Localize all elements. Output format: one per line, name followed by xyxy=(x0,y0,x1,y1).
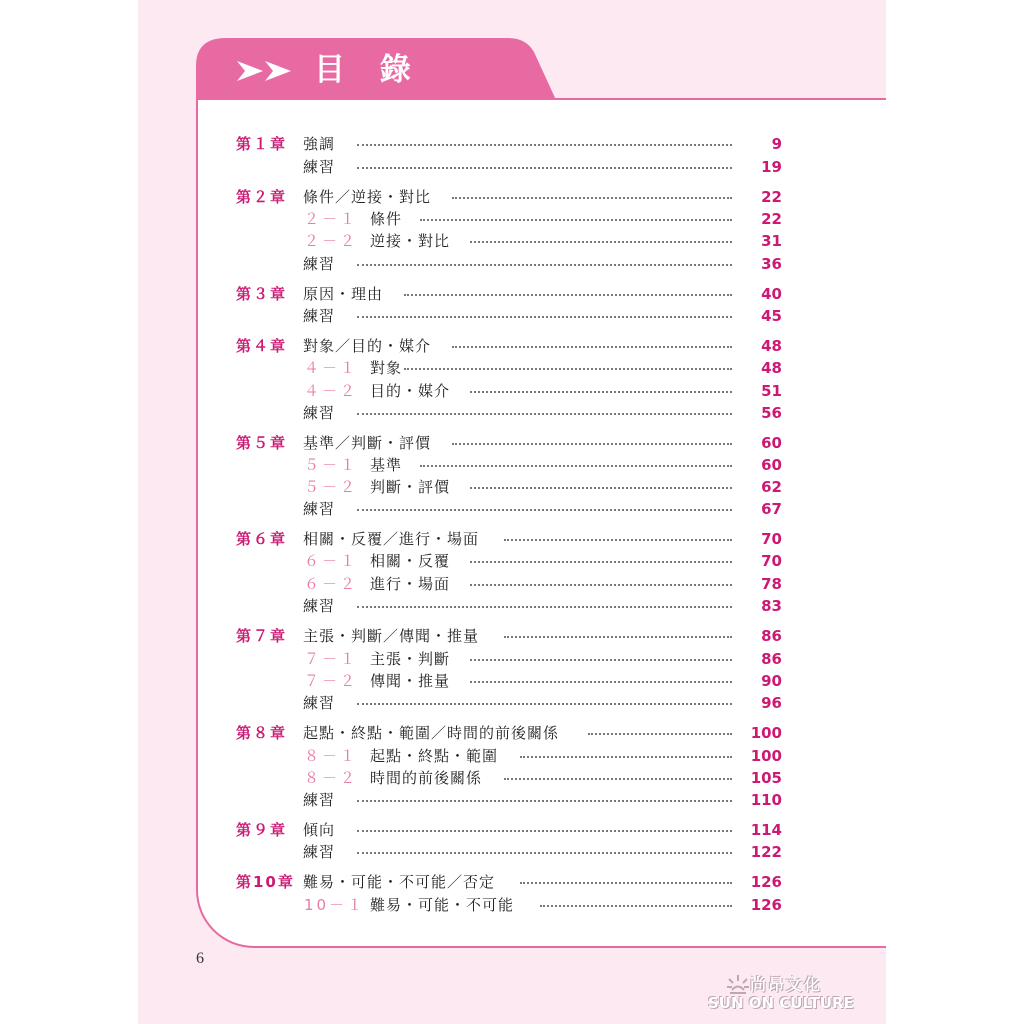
dot-leader xyxy=(357,316,732,318)
toc-page-number: 122 xyxy=(750,843,782,861)
toc-row-chapter xyxy=(236,283,786,305)
dot-leader xyxy=(357,830,732,832)
dot-leader xyxy=(520,756,732,758)
chapter-title: 對象／目的・媒介 xyxy=(303,337,432,355)
section-number: ４－１ xyxy=(304,359,359,377)
chapter-number: 第７章 xyxy=(236,627,288,645)
toc-page-number: 60 xyxy=(761,456,782,474)
dot-leader xyxy=(357,413,732,415)
section-title: 判斷・評價 xyxy=(370,478,451,496)
practice-title: 練習 xyxy=(303,404,336,422)
toc-page-number: 31 xyxy=(761,232,782,250)
section-number: ２－１ xyxy=(304,210,359,228)
chapter-number: 第10章 xyxy=(236,873,295,891)
chapter-title: 原因・理由 xyxy=(303,285,384,303)
practice-title: 練習 xyxy=(303,694,336,712)
chapter-number: 第６章 xyxy=(236,530,288,548)
toc-row-practice xyxy=(236,692,786,714)
toc-row-chapter xyxy=(236,819,786,841)
toc-row-section xyxy=(236,357,786,379)
dot-leader xyxy=(357,800,732,802)
section-number: 10－１ xyxy=(304,896,366,914)
section-title: 對象 xyxy=(370,359,403,377)
section-title: 難易・可能・不可能 xyxy=(370,896,515,914)
toc-page-number: 70 xyxy=(761,552,782,570)
dot-leader xyxy=(357,606,732,608)
toc-page-number: 86 xyxy=(761,650,782,668)
toc-page-number: 51 xyxy=(761,382,782,400)
toc-page-number: 19 xyxy=(761,158,782,176)
dot-leader xyxy=(520,882,732,884)
publisher-name-english: SUN ON CULTURE xyxy=(708,994,854,1012)
section-title: 主張・判斷 xyxy=(370,650,451,668)
chapter-number: 第３章 xyxy=(236,285,288,303)
toc-row-practice xyxy=(236,156,786,178)
chapter-title: 基準／判斷・評價 xyxy=(303,434,432,452)
toc-page-number: 70 xyxy=(761,530,782,548)
section-number: ５－２ xyxy=(304,478,359,496)
toc-page-number: 48 xyxy=(761,337,782,355)
toc-row-chapter xyxy=(236,186,786,208)
toc-row-chapter xyxy=(236,432,786,454)
toc-page-number: 83 xyxy=(761,597,782,615)
practice-title: 練習 xyxy=(303,791,336,809)
toc-row-chapter xyxy=(236,133,786,155)
section-number: ８－２ xyxy=(304,769,359,787)
practice-title: 練習 xyxy=(303,307,336,325)
toc-row-section xyxy=(236,670,786,692)
toc-page-number: 110 xyxy=(750,791,782,809)
toc-page-number: 40 xyxy=(761,285,782,303)
dot-leader xyxy=(420,219,732,221)
section-title: 進行・場面 xyxy=(370,575,451,593)
dot-leader xyxy=(504,778,732,780)
toc-row-section xyxy=(236,208,786,230)
chapter-title: 傾向 xyxy=(303,821,336,839)
toc-row-section xyxy=(236,894,786,916)
page-title: 目 錄 xyxy=(314,52,423,88)
dot-leader xyxy=(588,733,732,735)
toc-page-number: 78 xyxy=(761,575,782,593)
dot-leader xyxy=(470,681,732,683)
section-title: 傳聞・推量 xyxy=(370,672,451,690)
publisher-name-chinese: 尚昂文化 xyxy=(750,975,823,994)
toc-row-section xyxy=(236,573,786,595)
toc-page-number: 60 xyxy=(761,434,782,452)
dot-leader xyxy=(504,539,732,541)
toc-row-section xyxy=(236,648,786,670)
section-number: ７－１ xyxy=(304,650,359,668)
dot-leader xyxy=(357,703,732,705)
toc-page-number: 105 xyxy=(750,769,782,787)
dot-leader xyxy=(420,465,732,467)
practice-title: 練習 xyxy=(303,597,336,615)
contents-title-tab xyxy=(196,38,886,102)
section-number: ５－１ xyxy=(304,456,359,474)
toc-row-practice xyxy=(236,498,786,520)
toc-row-practice xyxy=(236,402,786,424)
practice-title: 練習 xyxy=(303,843,336,861)
dot-leader xyxy=(470,391,732,393)
section-title: 基準 xyxy=(370,456,403,474)
toc-row-section xyxy=(236,230,786,252)
section-title: 起點・終點・範圍 xyxy=(370,747,499,765)
toc-page-number: 100 xyxy=(750,747,782,765)
toc-row-section xyxy=(236,767,786,789)
toc-page-number: 90 xyxy=(761,672,782,690)
toc-row-chapter xyxy=(236,528,786,550)
chapter-number: 第４章 xyxy=(236,337,288,355)
double-chevron-right-icon xyxy=(236,59,294,83)
dot-leader xyxy=(540,905,732,907)
dot-leader xyxy=(452,443,732,445)
toc-row-chapter xyxy=(236,871,786,893)
toc-row-practice xyxy=(236,595,786,617)
chapter-number: 第８章 xyxy=(236,724,288,742)
toc-page-number: 9 xyxy=(771,135,782,153)
toc-row-practice xyxy=(236,253,786,275)
toc-page-number: 22 xyxy=(761,188,782,206)
toc-row-section xyxy=(236,380,786,402)
chapter-title: 強調 xyxy=(303,135,336,153)
dot-leader xyxy=(357,509,732,511)
dot-leader xyxy=(357,167,732,169)
chapter-title: 相關・反覆／進行・場面 xyxy=(303,530,480,548)
toc-row-chapter xyxy=(236,722,786,744)
toc-row-section xyxy=(236,745,786,767)
section-number: ２－２ xyxy=(304,232,359,250)
toc-page-number: 114 xyxy=(750,821,782,839)
toc-row-chapter xyxy=(236,335,786,357)
toc-page-number: 56 xyxy=(761,404,782,422)
section-number: ６－２ xyxy=(304,575,359,593)
toc-page-number: 86 xyxy=(761,627,782,645)
section-number: ８－１ xyxy=(304,747,359,765)
chapter-number: 第５章 xyxy=(236,434,288,452)
practice-title: 練習 xyxy=(303,500,336,518)
dot-leader xyxy=(404,294,732,296)
practice-title: 練習 xyxy=(303,255,336,273)
dot-leader xyxy=(452,197,732,199)
toc-page-number: 100 xyxy=(750,724,782,742)
chapter-number: 第２章 xyxy=(236,188,288,206)
chapter-title: 起點・終點・範圍／時間的前後關係 xyxy=(303,724,560,742)
toc-row-practice xyxy=(236,841,786,863)
toc-row-chapter xyxy=(236,625,786,647)
toc-page-number: 45 xyxy=(761,307,782,325)
dot-leader xyxy=(404,368,732,370)
toc-row-section xyxy=(236,476,786,498)
dot-leader xyxy=(452,346,732,348)
toc-row-practice xyxy=(236,305,786,327)
section-title: 目的・媒介 xyxy=(370,382,451,400)
toc-page-number: 67 xyxy=(761,500,782,518)
section-number: ６－１ xyxy=(304,552,359,570)
toc-page-number: 22 xyxy=(761,210,782,228)
toc-page-number: 126 xyxy=(750,896,782,914)
toc-page-number: 126 xyxy=(750,873,782,891)
section-title: 時間的前後關係 xyxy=(370,769,483,787)
title-tab-shape xyxy=(196,38,886,102)
page-number: 6 xyxy=(196,950,204,967)
toc-page-number: 48 xyxy=(761,359,782,377)
toc-row-section xyxy=(236,454,786,476)
chapter-title: 條件／逆接・對比 xyxy=(303,188,432,206)
toc-row-practice xyxy=(236,789,786,811)
sun-burst-icon xyxy=(726,974,750,996)
section-title: 相關・反覆 xyxy=(370,552,451,570)
dot-leader xyxy=(357,264,732,266)
dot-leader xyxy=(470,241,732,243)
section-title: 逆接・對比 xyxy=(370,232,451,250)
dot-leader xyxy=(470,659,732,661)
dot-leader xyxy=(504,636,732,638)
dot-leader xyxy=(357,144,732,146)
toc-page-number: 36 xyxy=(761,255,782,273)
toc-page-number: 62 xyxy=(761,478,782,496)
section-title: 條件 xyxy=(370,210,403,228)
dot-leader xyxy=(357,852,732,854)
chapter-number: 第９章 xyxy=(236,821,288,839)
practice-title: 練習 xyxy=(303,158,336,176)
dot-leader xyxy=(470,487,732,489)
section-number: ４－２ xyxy=(304,382,359,400)
chapter-title: 難易・可能・不可能／否定 xyxy=(303,873,496,891)
chapter-number: 第１章 xyxy=(236,135,288,153)
toc-page-number: 96 xyxy=(761,694,782,712)
toc-row-section xyxy=(236,550,786,572)
chapter-title: 主張・判斷／傳聞・推量 xyxy=(303,627,480,645)
section-number: ７－２ xyxy=(304,672,359,690)
dot-leader xyxy=(470,561,732,563)
dot-leader xyxy=(470,584,732,586)
